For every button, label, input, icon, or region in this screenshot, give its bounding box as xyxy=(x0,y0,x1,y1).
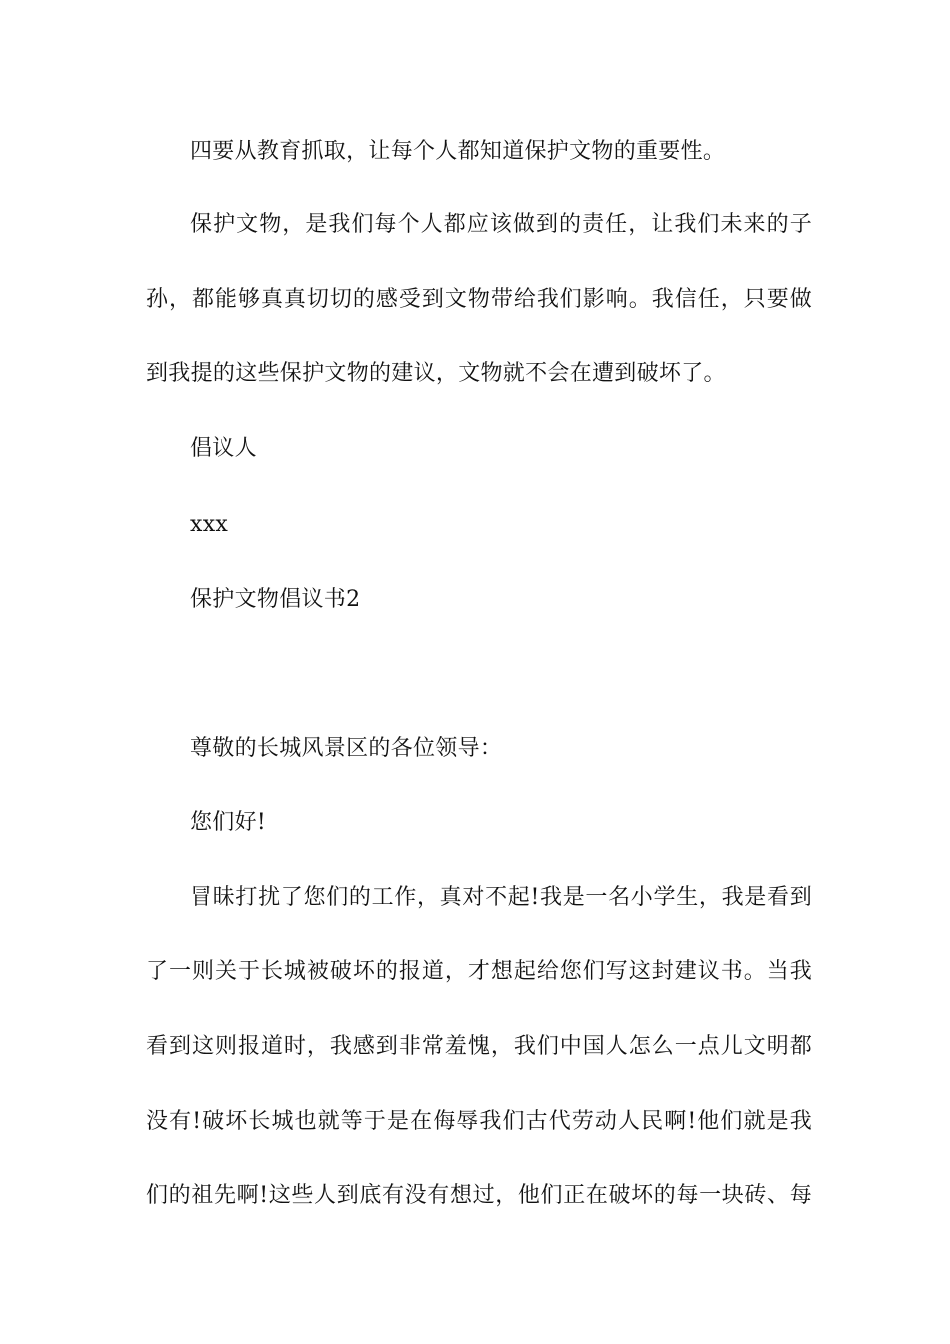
paragraph-line-1: 四要从教育抓取，让每个人都知道保护文物的重要性。 xyxy=(190,139,726,164)
body-line-4: 没有!破坏长城也就等于是在侮辱我们古代劳动人民啊!他们就是我 xyxy=(146,1109,812,1134)
section-title: 保护文物倡议书2 xyxy=(190,587,361,612)
body-line-2: 了一则关于长城被破坏的报道，才想起给您们写这封建议书。当我 xyxy=(146,959,812,984)
paragraph-line-2: 保护文物，是我们每个人都应该做到的责任，让我们未来的子 xyxy=(190,212,812,237)
body-line-3: 看到这则报道时，我感到非常羞愧，我们中国人怎么一点儿文明都 xyxy=(146,1034,812,1059)
paragraph-line-3: 孙，都能够真真切切的感受到文物带给我们影响。我信任，只要做 xyxy=(146,287,812,312)
signature-name: xxx xyxy=(190,512,229,537)
greeting: 您们好! xyxy=(190,810,267,835)
body-line-5: 们的祖先啊!这些人到底有没有想过，他们正在破坏的每一块砖、每 xyxy=(146,1183,812,1208)
salutation: 尊敬的长城风景区的各位领导： xyxy=(190,736,503,761)
signature-label: 倡议人 xyxy=(190,436,257,461)
body-line-1: 冒昧打扰了您们的工作，真对不起!我是一名小学生，我是看到 xyxy=(190,885,812,910)
paragraph-line-4: 到我提的这些保护文物的建议，文物就不会在遭到破坏了。 xyxy=(146,361,726,386)
